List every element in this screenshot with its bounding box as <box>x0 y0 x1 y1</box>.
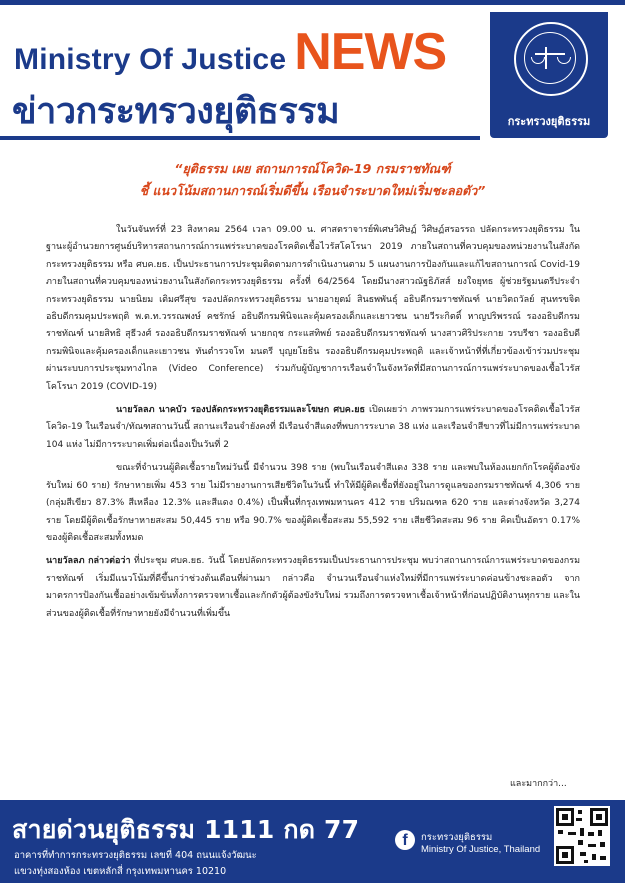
paragraph-1: ในวันจันทร์ที่ 23 สิงหาคม 2564 เวลา 09.00 น. ศาสตราจารย์พิเศษวิศิษฏ์ วิศิษฏ์สรอรรถ ปลัดกระทรวงยุติธรรม ในฐานะผู้อำนวยการศูนย์บริหารสถานการณ์การแพร่ระบาดของโรคติดเชื้อไวรัสโคโรนา 2019 ภายในสถานที่ควบคุมของหน่วยงานในสังกัดกระทรวงยุติธรรม หรือ ศบค.ยธ. เป็นประธานการประชุมติดตามการดำเนินงานตาม 5 แผนงานการป้องกันและแก้ไขสถานการณ์ Covid-19 ภายในสถานที่ควบคุมของหน่วยงานในสังกัดกระทรวงยุติธรรม ครั้งที่ 64/2564 โดยมีนางสาวณัฐธิภัสส์ ยงใจยุทธ ผู้ช่วยรัฐมนตรีประจำกระทรวงยุติธรรม นายนิยม เติมศรีสุข รองปลัดกระทรวงยุติธรรม นายอายุตม์ สินธพพันธุ์ อธิบดีกรมราชทัณฑ์ นายวิตถวัลย์ สุนทรขจิต อธิบดีกรมคุมประพฤติ พ.ต.ท.วรรณพงษ์ คชรักษ์ อธิบดีกรมพินิจและคุ้มครองเด็กและเยาวชน นายวีระกิตติ์ หาญปริพรรณ์ รองอธิบดีกรมราชทัณฑ์ นายสิทธิ สุธีวงศ์ รองอธิบดีกรมราชทัณฑ์ นายกฤช กระแสทิพย์ รองอธิบดีกรมราชทัณฑ์ นางสาวศิริประกาย วรบรีชา รองอธิบดีกรมพินิจและคุ้มครองเด็กและเยาวชน ทันตำรวจโท มนตรี บุญยโยธิน รองอธิบดีกรมคุมประพฤติ และเจ้าหน้าที่ที่เกี่ยวข้องเข้าร่วมประชุม ผ่านระบบการประชุมทางไกล (Video Conference) ร่วมกับผู้บัญชาการเรือนจำในจังหวัดที่มีสถานการณ์การแพร่ระบาดของเชื้อไวรัสโคโรนา 2019 (COVID-19) <box>46 225 580 392</box>
facebook-page-name-en[interactable]: Ministry Of Justice, Thailand <box>421 844 541 855</box>
headline-line-2: ชี้ แนวโน้มสถานการณ์เริ่มดีขึ้น เรือนจำระบาดใหม่เริ่มชะลอตัว” <box>139 183 486 198</box>
page-footer <box>0 800 625 883</box>
paragraph-2-lead: นายวัลลภ นาคบัว รองปลัดกระทรวงยุติธรรมและโฆษก ศบค.ยธ <box>116 405 366 416</box>
facebook-icon[interactable]: f <box>395 830 415 850</box>
news-label: NEWS <box>294 23 447 81</box>
paragraph-4 <box>46 553 580 623</box>
qr-code-icon <box>554 806 610 866</box>
news-headline <box>40 158 585 202</box>
paragraph-3: ขณะที่จำนวนผู้ติดเชื้อรายใหม่วันนี้ มีจำนวน 398 ราย (พบในเรือนจำสีแดง 338 ราย และพบในห้องแยกกักโรคผู้ต้องขังรับใหม่ 60 ราย) รักษาหายเพิ่ม 453 ราย ไม่มีรายงานการเสียชีวิตในวันนี้ ทำให้มีผู้ติดเชื้อที่ยังอยู่ในการดูแลของกรมราชทัณฑ์ 4,306 ราย (กลุ่มสีเขียว 87.3% สีเหลือง 12.3% และสีแดง 0.4%) เป็นพื้นที่กรุงเทพมหานคร 412 ราย ปริมณฑล 620 ราย และต่างจังหวัด 3,274 ราย โดยมีผู้ติดเชื้อรักษาหายสะสม 50,445 ราย หรือ 90.7% ของผู้ติดเชื้อสะสม 55,592 ราย เสียชีวิตสะสม 96 ราย คิดเป็นอัตรา 0.17% ของผู้ติดเชื้อสะสมทั้งหมด <box>46 463 580 543</box>
hotline-text: สายด่วนยุติธรรม 1111 กด 77 <box>12 815 360 844</box>
continued-text: และมากกว่า... <box>510 779 567 789</box>
paragraph-4-text: ที่ประชุม ศบค.ยธ. วันนี้ โดยปลัดกระทรวงยุติธรรมเป็นประธานการประชุม พบว่าสถานการณ์การแพร่ระบาดของกรมราชทัณฑ์ เริ่มมีแนวโน้มที่ดีขึ้นกว่าช่วงต้นเดือนที่ผ่านมา กล่าวคือ จำนวนเรือนจำแห่งใหม่ที่มีการแพร่ระบาดค่อนข้างชะลอตัว จากมาตรการป้องกันเชื้ออย่างเข้มข้นทั้งการตรวจหาเชื้อและกักตัวผู้ต้องขังรับใหม่ รวมถึงการตรวจหาเชื้อเจ้าหน้าที่ก่อนปฏิบัติงานทุกราย และในส่วนของผู้ติดเชื้อที่รักษาหายยังมีจำนวนที่เพิ่มขึ้น <box>46 556 580 619</box>
seal-label: กระทรวงยุติธรรม <box>507 115 591 128</box>
page-header <box>0 0 625 150</box>
article-body <box>46 222 580 629</box>
address-line-2: แขวงทุ่งสองห้อง เขตหลักสี่ กรุงเทพมหานคร 10210 <box>14 866 227 877</box>
address-line-1: อาคารที่ทำการกระทรวงยุติธรรม เลขที่ 404 ถนนแจ้งวัฒนะ <box>14 850 257 861</box>
paragraph-2 <box>46 402 580 454</box>
ministry-seal-panel <box>490 12 608 138</box>
paragraph-2-text: เปิดเผยว่า ภาพรวมการแพร่ระบาดของโรคติดเชื้อไวรัสโควิด-19 ในเรือนจำ/ทัณฑสถานวันนี้ สถานะเรือนจำยังคงที่ มีเรือนจำสีแดงที่พบการระบาด 38 แห่ง และเรือนจำสีขาวที่ไม่มีการแพร่ระบาด 104 แห่ง ไม่มีการระบาดเพิ่มต่อเนื่องเป็นวันที่ 2 <box>46 405 580 450</box>
ministry-title: Ministry Of Justice <box>14 43 287 76</box>
thai-title: ข่าวกระทรวงยุติธรรม <box>12 91 340 132</box>
headline-line-1: “ยุติธรรม เผย สถานการณ์โควิด-19 กรมราชทัณฑ์ <box>174 161 451 176</box>
paragraph-4-lead: นายวัลลภ กล่าวต่อว่า <box>46 556 131 567</box>
facebook-page-name-th[interactable]: กระทรวงยุติธรรม <box>421 832 493 843</box>
header-top-bar <box>0 0 625 5</box>
header-divider <box>0 136 480 140</box>
ministry-seal-icon <box>514 22 588 96</box>
masthead <box>14 22 447 81</box>
